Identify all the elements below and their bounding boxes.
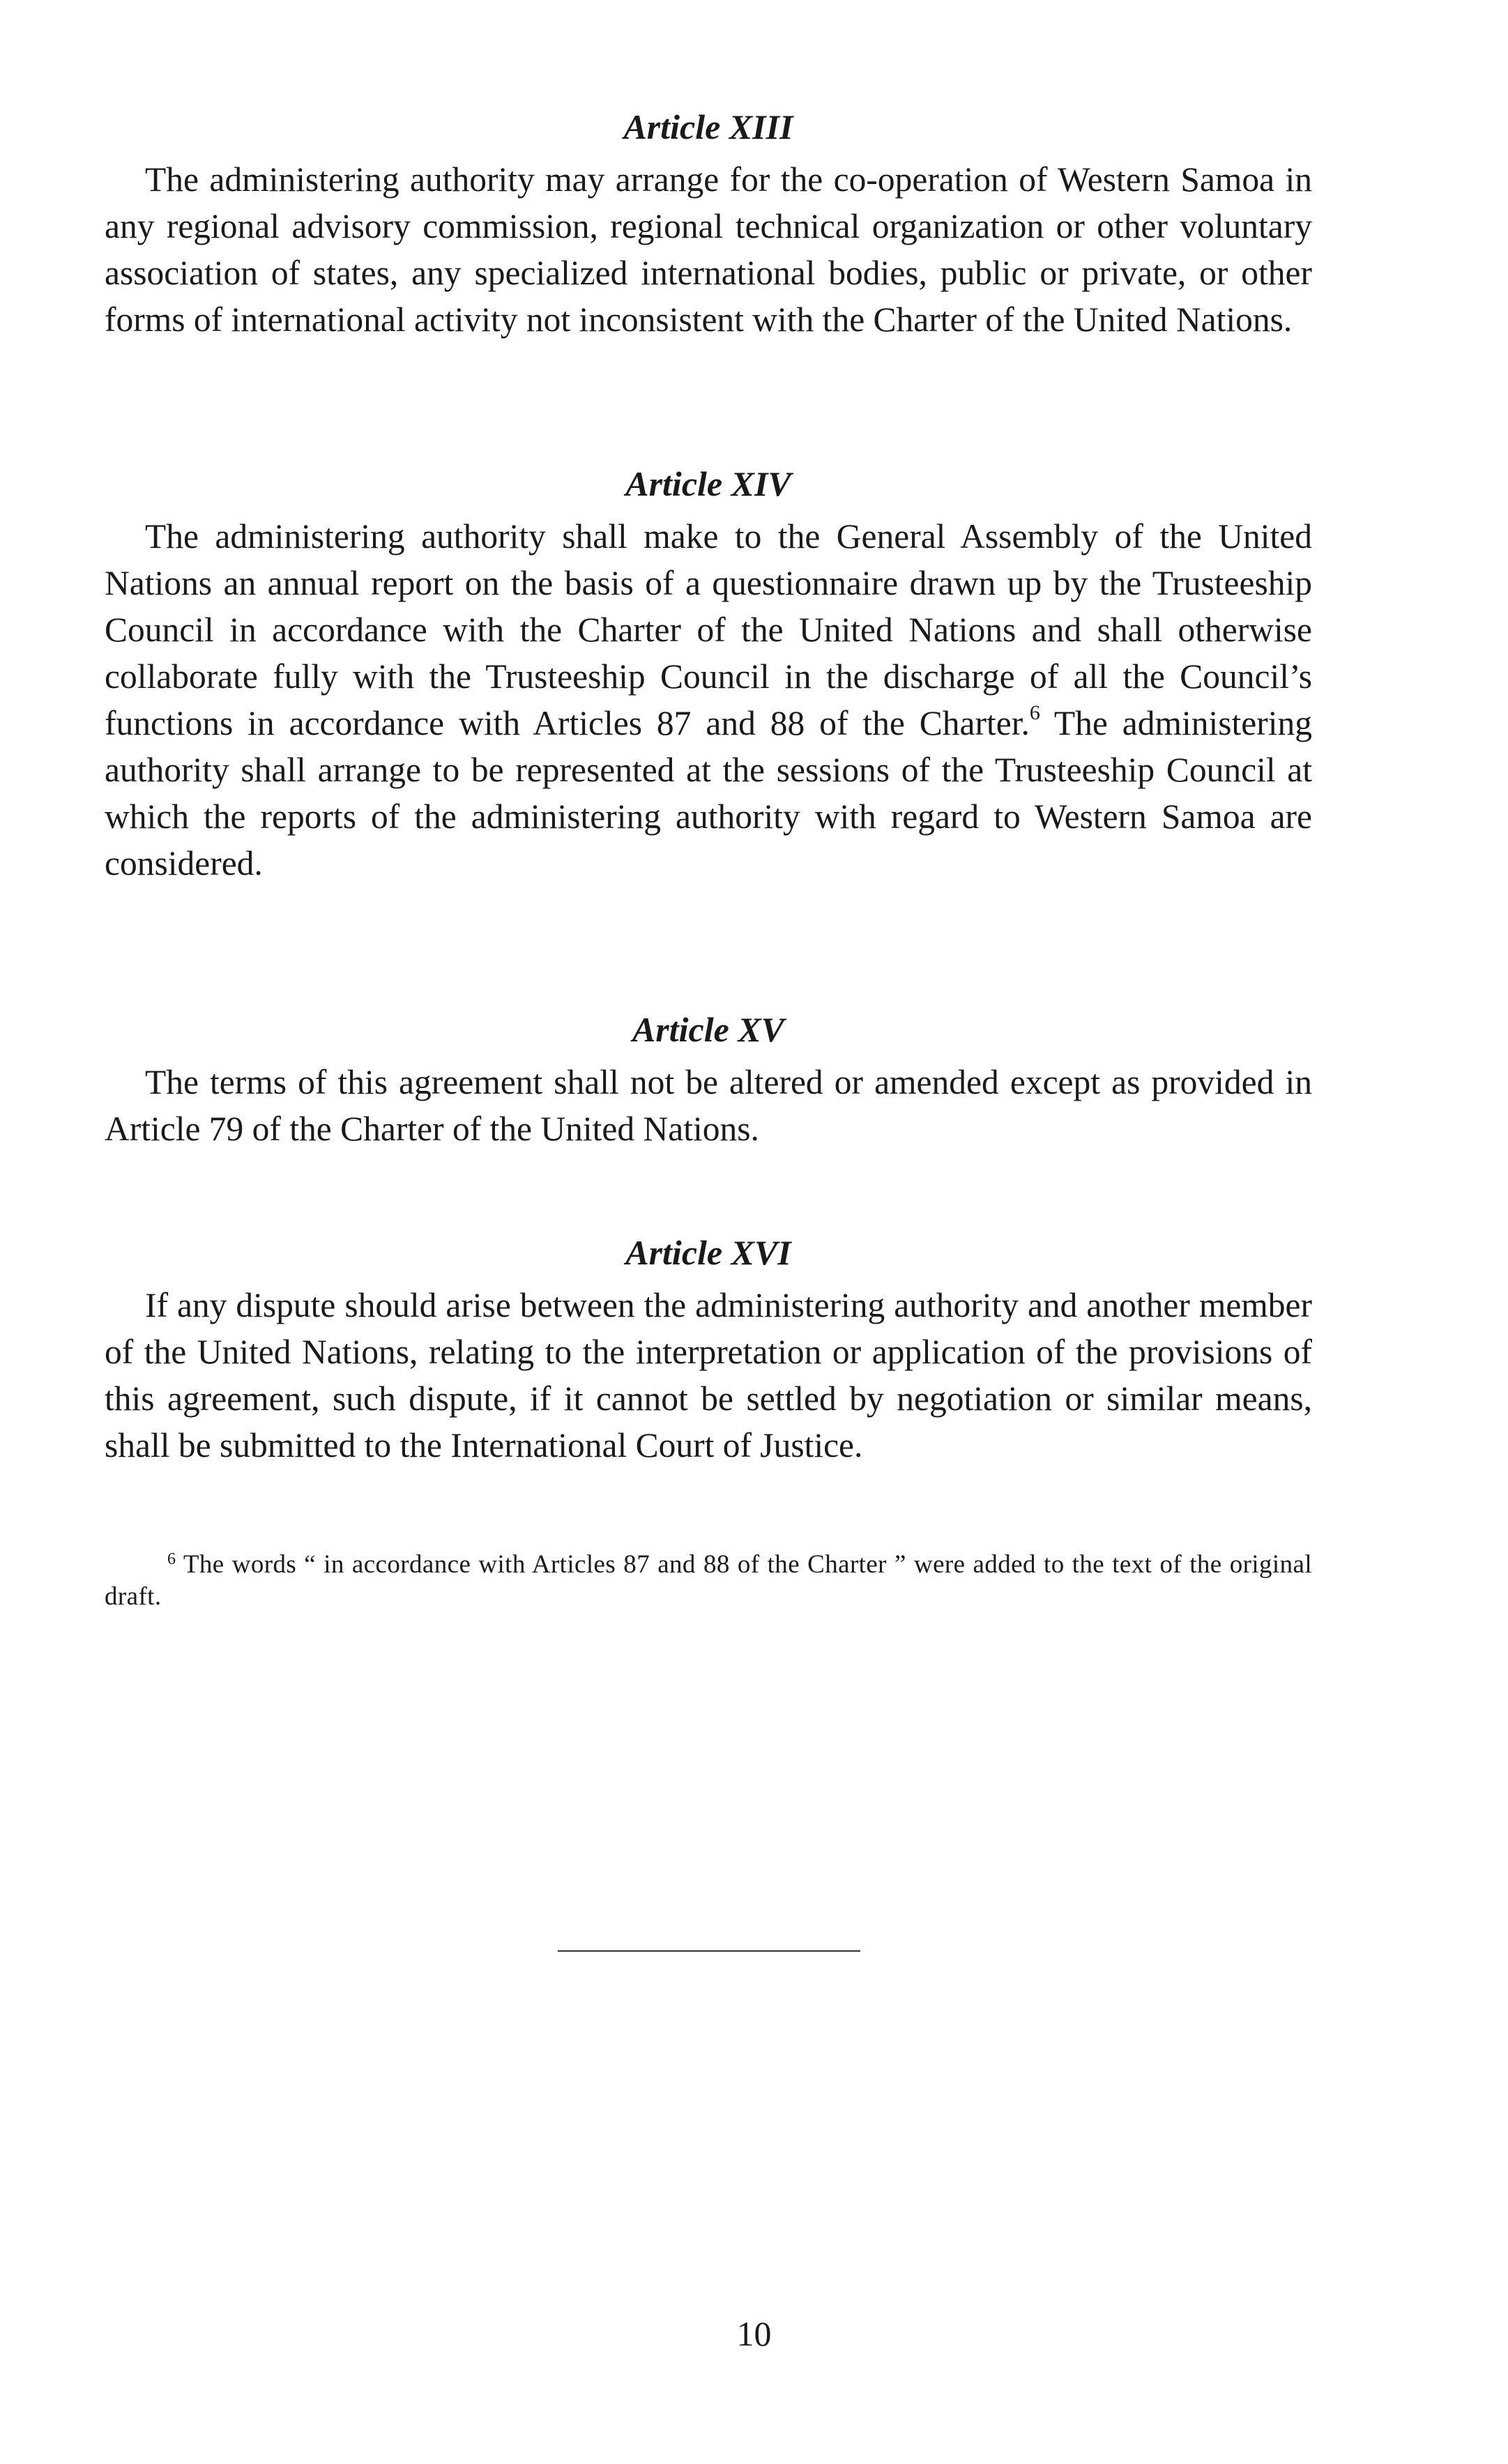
footnote — [105, 1549, 1312, 1613]
article-xvi-body: If any dispute should arise between the administering authority and another member of the United Nations, relating to the interpretation or application of the provisions of this agreement, such dispute, if it cannot be settled by negotiation or similar means, shall be submitted to the International Court of Justice. — [105, 1286, 1312, 1464]
footnote-text: The words “ in accordance with Articles 87 and 88 of the Charter ” were added to the text of the original draft. — [105, 1550, 1312, 1611]
article-xiv-body-part-1: The administering authority shall make to the General Assembly of the United Nations an annual report on the basis of a questionnaire drawn up by the Trusteeship Council in accordance with the Charter of the United Nations and shall otherwise collaborate fully with the Trusteeship Council in the discharge of all the Council’s functions in accordance with Articles 87 and 88 of the Charter. — [105, 517, 1312, 742]
end-rule — [558, 1950, 860, 1952]
article-xvi — [105, 1229, 1312, 1469]
article-xiii-body: The administering authority may arrange for the co-operation of Western Samoa in any regional advisory commission, regional technical organization or other voluntary association of states, any specialized international bodies, public or private, or other forms of international activity not inconsistent with the Charter of the United Nations. — [105, 160, 1312, 339]
article-xv-title: Article XV — [632, 1010, 785, 1049]
article-xvi-title: Article XVI — [625, 1233, 791, 1272]
footnote-mark: 6 — [167, 1550, 176, 1568]
article-xiv-body-part-2: The administering authority shall arrange to be represented at the sessions of the Trusteeship Council at which the reports of the administering authority with regard to Western Samoa are considered. — [105, 704, 1312, 882]
footnote-reference-6: 6 — [1029, 701, 1040, 724]
article-xv — [105, 1006, 1312, 1152]
article-xiii-title: Article XIII — [623, 107, 793, 146]
page-number: 10 — [736, 2314, 772, 2353]
article-xiv-title: Article XIV — [625, 464, 791, 503]
article-xiv-body — [105, 513, 1312, 887]
article-xiv — [105, 460, 1312, 887]
article-xiii — [105, 103, 1312, 343]
article-xv-body: The terms of this agreement shall not be altered or amended except as provided in Article 79 of the Charter of the United Nations. — [105, 1063, 1312, 1148]
